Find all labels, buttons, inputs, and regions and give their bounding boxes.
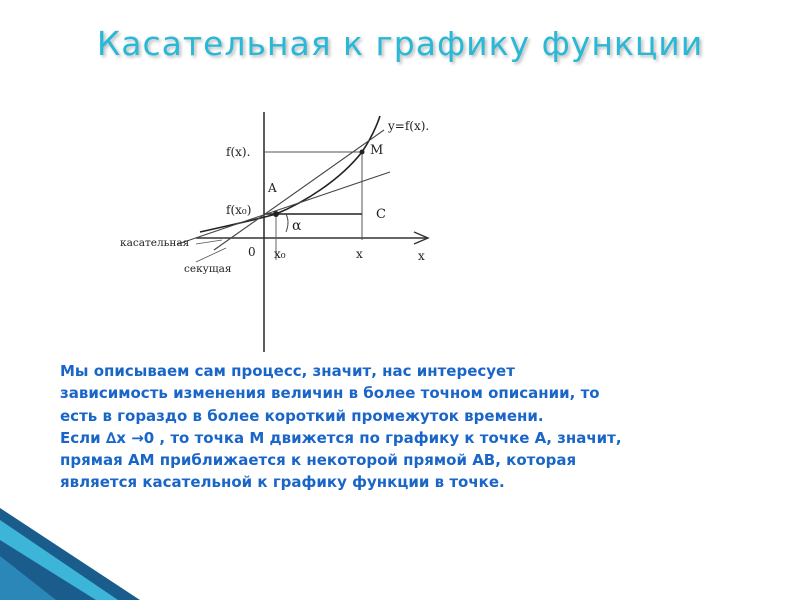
point-c-label: C <box>376 207 386 222</box>
x0-label: x₀ <box>274 247 286 261</box>
x-axis-label: x <box>418 249 425 263</box>
slide-title: Касательная к графику функции <box>96 24 704 63</box>
x-tick-label: x <box>356 247 363 261</box>
point-m-label: M <box>370 143 384 158</box>
tangent-leader <box>196 240 222 244</box>
paragraph-line: Если ∆х →0 , то точка М движется по графику к точке А, значит, <box>60 428 622 447</box>
tangent-label: касательная <box>120 237 190 249</box>
point-a <box>273 211 279 217</box>
fx0-label: f(x₀) <box>226 203 252 217</box>
secant-label: секущая <box>184 263 232 275</box>
point-m <box>360 150 365 155</box>
fx-label: f(x). <box>226 145 251 159</box>
curve-label: y=f(x). <box>388 119 430 133</box>
paragraph-line: является касательной к графику функции в точке. <box>60 473 505 492</box>
secant-leader <box>196 248 226 262</box>
tangent-line <box>178 172 390 244</box>
paragraph-line: Мы описываем сам процесс, значит, нас интересует <box>60 362 515 380</box>
paragraph-line: прямая АМ приближается к некоторой прямой АВ, которая <box>60 451 577 470</box>
alpha-arc <box>286 214 288 232</box>
alpha-label: α <box>292 218 302 234</box>
paragraph-line: есть в гораздо в более короткий промежуток времени. <box>60 406 544 425</box>
paragraph-line: зависимость изменения величин в более точном описании, то <box>60 384 600 403</box>
origin-label: 0 <box>248 245 256 259</box>
explanation-paragraph <box>60 360 760 494</box>
point-a-label: A <box>268 181 277 195</box>
